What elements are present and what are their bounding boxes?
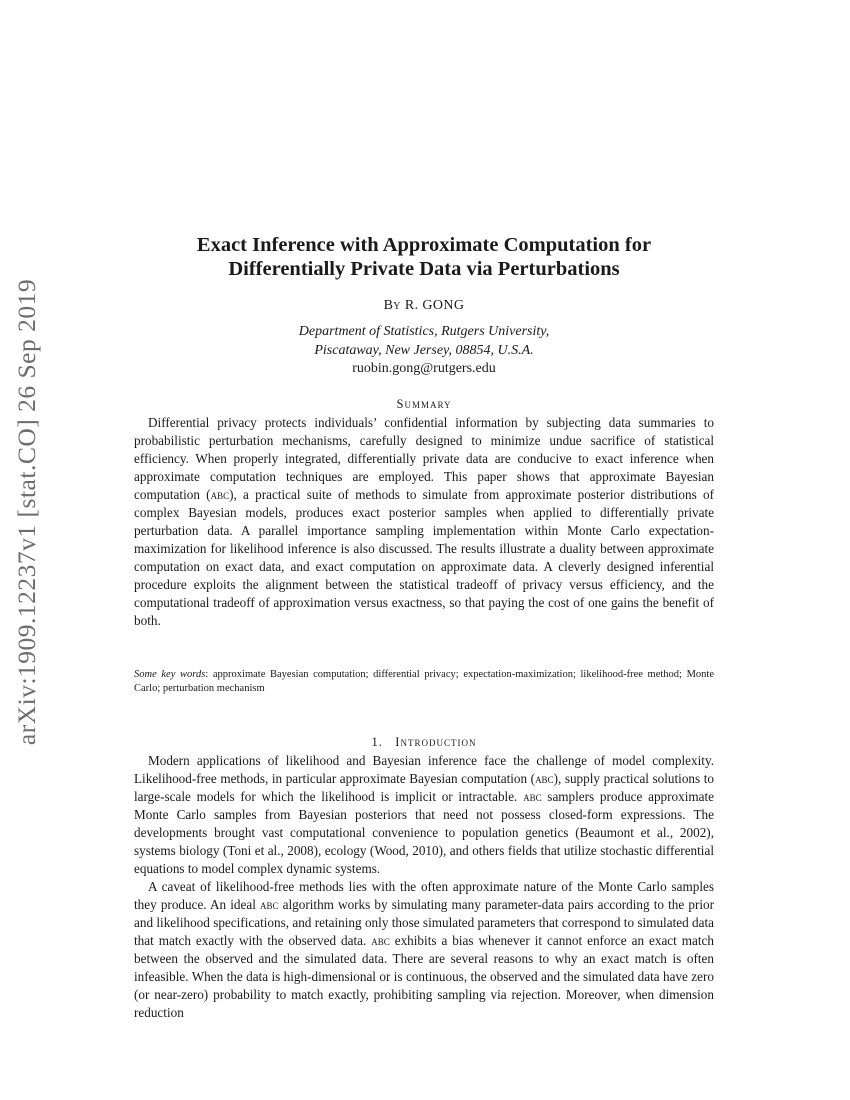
summary-heading: Summary (396, 397, 452, 411)
affiliation-line-2: Piscataway, New Jersey, 08854, U.S.A. (314, 343, 534, 358)
title-line-1: Exact Inference with Approximate Computation for (196, 234, 652, 256)
affiliation-line-1: Department of Statistics, Rutgers University, (298, 324, 550, 339)
section-number: 1. (371, 735, 383, 749)
summary-paragraph: Differential privacy protects individuals’ confidential information by subjecting data summaries to probabilistic perturbation mechanisms, carefully designed to minimize undue sacrifice of statistical efficiency. When properly integrated, differentially private data are conducive to exact inference when approximate computation techniques are employed. This paper shows that approximate Bayesian computation (abc), a practical suite of methods to simulate from approximate posterior distributions of complex Bayesian models, produces exact posterior samples when applied to differentially private perturbation data. A parallel importance sampling implementation within Monte Carlo expectation-maximization for likelihood inference is also discussed. The results illustrate a duality between approximate computation on exact data, and exact computation on approximate data. A cleverly designed inferential procedure exploits the alignment between the statistical tradeoff of privacy versus efficiency, and the computational tradeoff of approximation versus exactness, so that paying the cost of one gains the benefit of both. (134, 415, 714, 628)
section-heading-introduction (134, 735, 714, 750)
author-by: By (383, 298, 401, 313)
author-name: R. GONG (404, 298, 465, 313)
paper-title (134, 233, 714, 281)
intro-paragraph-2: A caveat of likelihood-free methods lies with the often approximate nature of the Monte Carlo samples they produce. An ideal abc algorithm works by simulating many parameter-data pairs according to the prior and likelihood specifications, and retaining only those simulated parameters that correspond to simulated data that match exactly with the observed data. abc exhibits a bias whenever it cannot enforce an exact match between the observed and the simulated data. There are several reasons to why an exact match is often infeasible. When the data is high-dimensional or is continuous, the observed and the simulated data have zero (or near-zero) probability to match exactly, prohibiting sampling via rejection. Moreover, when dimension reduction (134, 879, 715, 1020)
author-email: ruobin.gong@rutgers.edu (352, 361, 496, 376)
intro-paragraph-1: Modern applications of likelihood and Bayesian inference face the challenge of model complexity. Likelihood-free methods, in particular approximate Bayesian computation (abc), supply practical solutions to large-scale models for which the likelihood is implicit or intractable. abc samplers produce approximate Monte Carlo samples from Bayesian posteriors that need not possess closed-form expressions. The developments brought vast computational convenience to population genetics (Beaumont et al., 2002), systems biology (Toni et al., 2008), ecology (Wood, 2010), and others fields that utilize stochastic differential equations to model complex dynamic systems. (134, 753, 715, 876)
keywords-label: Some key words (134, 669, 206, 680)
title-line-2: Differentially Private Data via Perturbations (228, 258, 620, 280)
author-line (134, 298, 714, 314)
affiliation (134, 322, 714, 360)
arxiv-stamp-text: arXiv:1909.12237v1 [stat.CO] 26 Sep 2019 (12, 278, 41, 746)
section-title: Introduction (395, 735, 477, 749)
keywords (134, 668, 714, 696)
keywords-text: : approximate Bayesian computation; differential privacy; expectation-maximization; likelihood-free method; Monte Carlo; perturbation mechanism (134, 669, 715, 694)
introduction-body (134, 752, 714, 1022)
arxiv-identifier-stamp (2, 262, 52, 762)
summary-abstract (134, 414, 714, 630)
